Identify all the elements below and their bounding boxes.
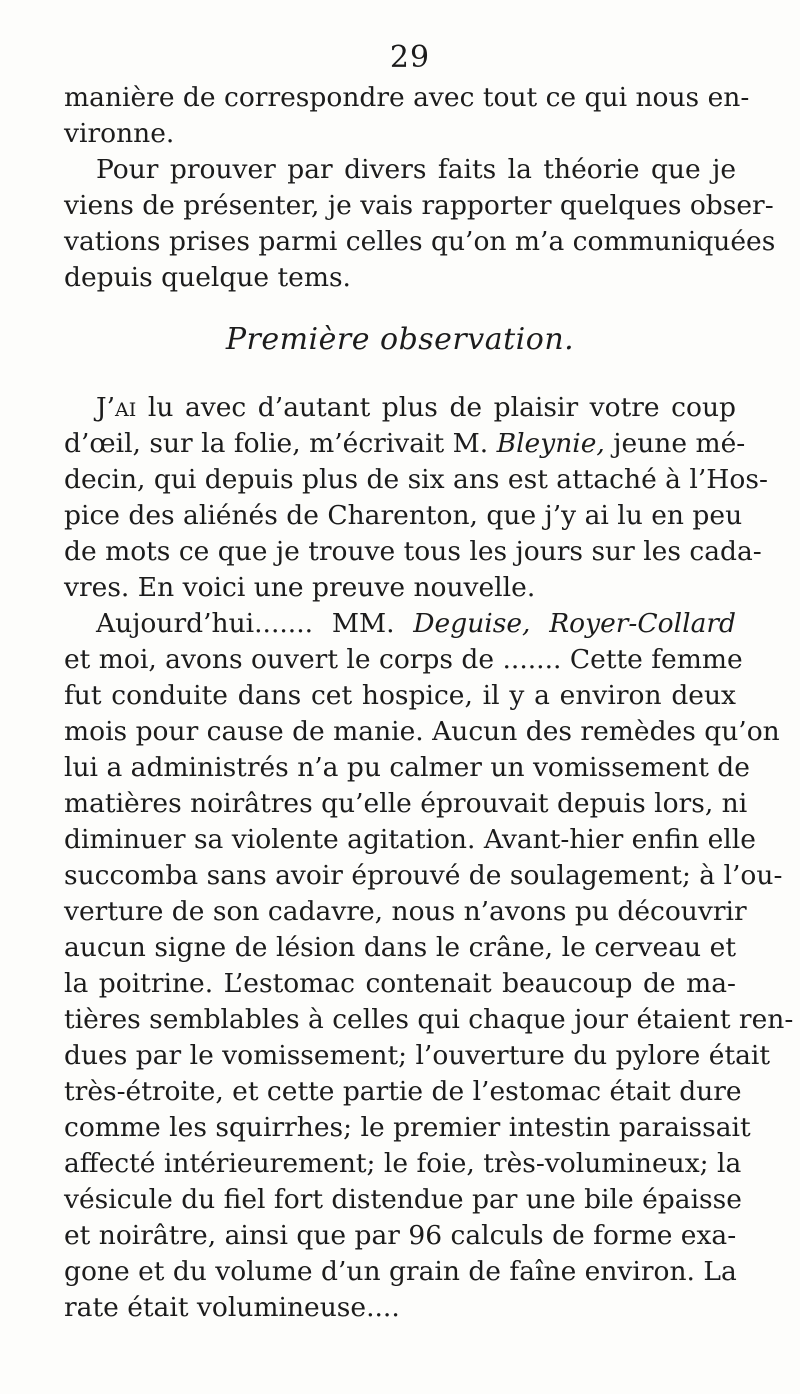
text-line: lui a administrés n’a pu calmer un vomissement de: [64, 752, 750, 783]
paragraph-continuation: [64, 80, 750, 152]
text-line: depuis quelque tems.: [64, 262, 351, 293]
page-number: 29: [389, 40, 431, 75]
text-line: matières noirâtres qu’elle éprouvait depuis lors, ni: [64, 788, 748, 819]
text-line: [64, 606, 736, 642]
text-line: vésicule du fiel fort distendue par une bile épaisse: [64, 1184, 742, 1215]
text-line: vironne.: [64, 118, 175, 149]
text-line: diminuer sa violente agitation. Avant-hier enfin elle: [64, 824, 756, 855]
text-line: manière de correspondre avec tout ce qui nous en-: [64, 82, 750, 113]
text-line: [64, 390, 736, 426]
text-fragment: d’œil, sur la folie, m’écrivait M.: [64, 428, 497, 459]
text-line: rate était volumineuse....: [64, 1292, 400, 1323]
text-line: tières semblables à celles qui chaque jour étaient ren-: [64, 1004, 794, 1035]
text-line: et noirâtre, ainsi que par 96 calculs de forme exa-: [64, 1220, 737, 1251]
paragraph-intro: [64, 152, 776, 296]
author-name: Bleynie,: [496, 428, 605, 459]
text-line: de mots ce que je trouve tous les jours sur les cada-: [64, 536, 762, 567]
text-line: Pour prouver par divers faits la théorie que je: [96, 154, 736, 185]
text-line: très-étroite, et cette partie de l’estomac était dure: [64, 1076, 742, 1107]
text-line: [64, 426, 746, 462]
text-line: succomba sans avoir éprouvé de soulagement; à l’ou-: [64, 860, 783, 891]
text-fragment: jeune mé-: [604, 428, 746, 459]
text-line: dues par le vomissement; l’ouverture du pylore était: [64, 1040, 771, 1071]
text-fragment: lu avec d’autant plus de plaisir votre coup: [136, 392, 736, 423]
opening-letter: J’: [96, 392, 116, 423]
paragraph-letter: [64, 390, 768, 606]
text-line: verture de son cadavre, nous n’avons pu découvrir: [64, 896, 747, 927]
section-title: Première observation.: [225, 322, 575, 357]
document-page: [64, 38, 794, 1326]
text-line: viens de présenter, je vais rapporter quelques obser-: [64, 190, 774, 221]
text-line: gone et du volume d’un grain de faîne environ. La: [64, 1256, 737, 1287]
text-line: vres. En voici une preuve nouvelle.: [64, 572, 536, 603]
text-line: comme les squirrhes; le premier intestin paraissait: [64, 1112, 751, 1143]
text-line: mois pour cause de manie. Aucun des remèdes qu’on: [64, 716, 780, 747]
text-fragment: Aujourd’hui....... MM.: [96, 608, 414, 639]
text-line: vations prises parmi celles qu’on m’a communiquées: [64, 226, 776, 257]
paragraph-observation: [64, 606, 794, 1326]
text-line: la poitrine. L’estomac contenait beaucoup de ma-: [64, 968, 736, 999]
text-line: pice des aliénés de Charenton, que j’y ai lu en peu: [64, 500, 743, 531]
text-line: affecté intérieurement; le foie, très-volumineux; la: [64, 1148, 742, 1179]
doctor-names: Deguise, Royer-Collard: [413, 608, 736, 639]
text-line: aucun signe de lésion dans le crâne, le cerveau et: [64, 932, 736, 963]
text-line: fut conduite dans cet hospice, il y a environ deux: [64, 680, 736, 711]
opening-smallcaps: ai: [115, 392, 137, 423]
text-line: et moi, avons ouvert le corps de ....... Cette femme: [64, 644, 743, 675]
text-line: decin, qui depuis plus de six ans est attaché à l’Hos-: [64, 464, 768, 495]
